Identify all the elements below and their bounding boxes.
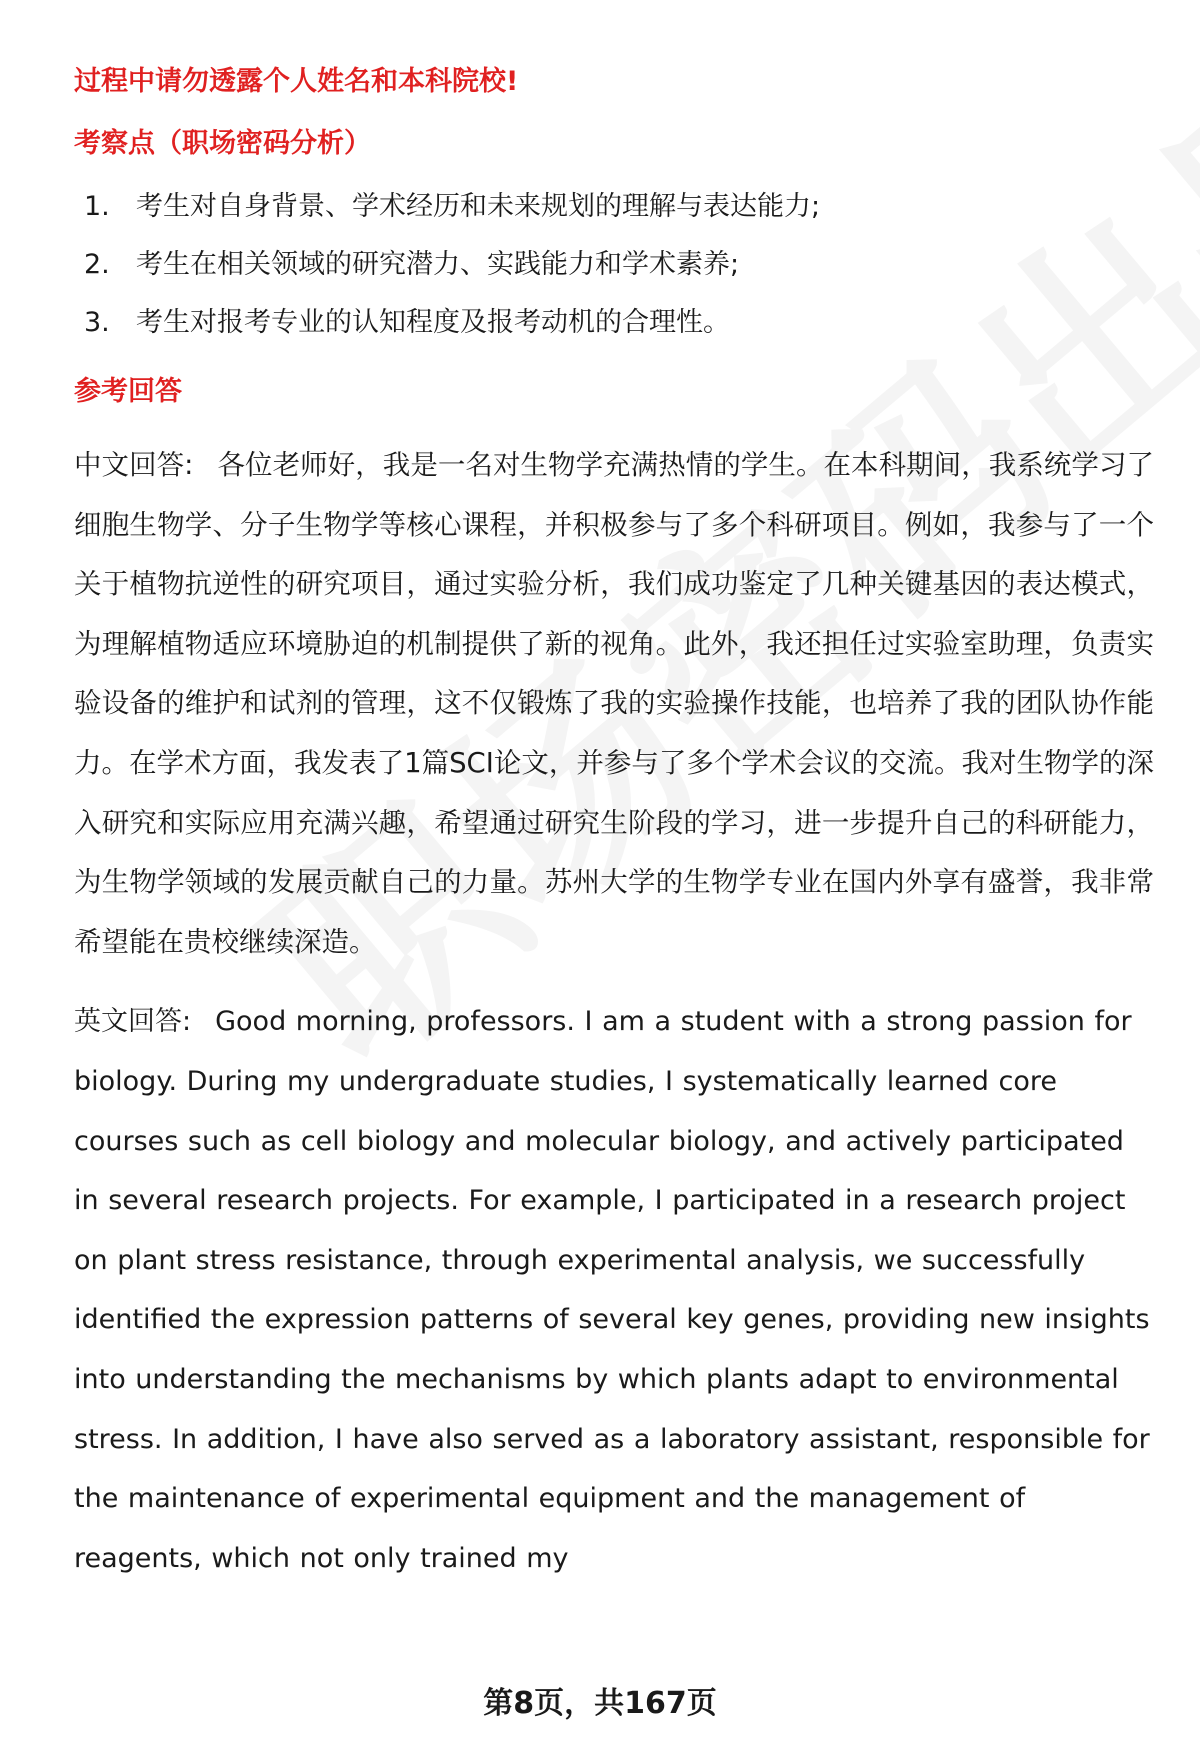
list-item — [74, 236, 1154, 294]
english-answer-text: Good morning, professors. I am a student with a strong passion for biology. During my undergraduate studies, I systematically learned core courses such as cell biology and molecular biology, and actively participated in several research projects. For example, I participated in a research project on plant stress resistance, through experimental analysis, we successfully identified the expression patterns of several key genes, providing new insights into understanding the mechanisms by which plants adapt to environmental stress. In addition, I have also served as a laboratory assistant, responsible for the maintenance of experimental equipment and the management of reagents, which not only trained my — [74, 1006, 1150, 1574]
list-item-number: 3. — [84, 307, 110, 338]
list-item-number: 2. — [84, 249, 110, 280]
page-number: 第8页，共167页 — [483, 1686, 717, 1721]
exam-points-list — [74, 178, 1154, 352]
chinese-answer-text: 各位老师好，我是一名对生物学充满热情的学生。在本科期间，我系统学习了细胞生物学、分子生物学等核心课程，并积极参与了多个科研项目。例如，我参与了一个关于植物抗逆性的研究项目，通过实验分析，我们成功鉴定了几种关键基因的表达模式，为理解植物适应环境胁迫的机制提供了新的视角。此外，我还担任过实验室助理，负责实验设备的维护和试剂的管理，这不仅锻炼了我的实验操作技能，也培养了我的团队协作能力。在学术方面，我发表了1篇SCI论文，并参与了多个学术会议的交流。我对生物学的深入研究和实际应用充满兴趣，希望通过研究生阶段的学习，进一步提升自己的科研能力，为生物学领域的发展贡献自己的力量。苏州大学的生物学专业在国内外享有盛誉，我非常希望能在贵校继续深造。 — [74, 449, 1155, 958]
list-item-text: 考生对报考专业的认知程度及报考动机的合理性。 — [136, 307, 730, 338]
chinese-answer — [74, 436, 1154, 972]
list-item — [74, 178, 1154, 236]
list-item-number: 1. — [84, 191, 110, 222]
chinese-answer-label: 中文回答: — [74, 449, 194, 481]
list-item-text: 考生对自身背景、学术经历和未来规划的理解与表达能力; — [136, 191, 821, 222]
document-body — [74, 58, 1154, 1608]
exam-points-title: 考察点（职场密码分析） — [74, 128, 371, 159]
reference-answer-title: 参考回答 — [74, 376, 182, 407]
privacy-warning: 过程中请勿透露个人姓名和本科院校! — [74, 66, 519, 97]
list-item — [74, 294, 1154, 352]
english-answer — [74, 992, 1154, 1588]
list-item-text: 考生在相关领域的研究潜力、实践能力和学术素养; — [136, 249, 740, 280]
english-answer-label: 英文回答: — [74, 1006, 192, 1038]
